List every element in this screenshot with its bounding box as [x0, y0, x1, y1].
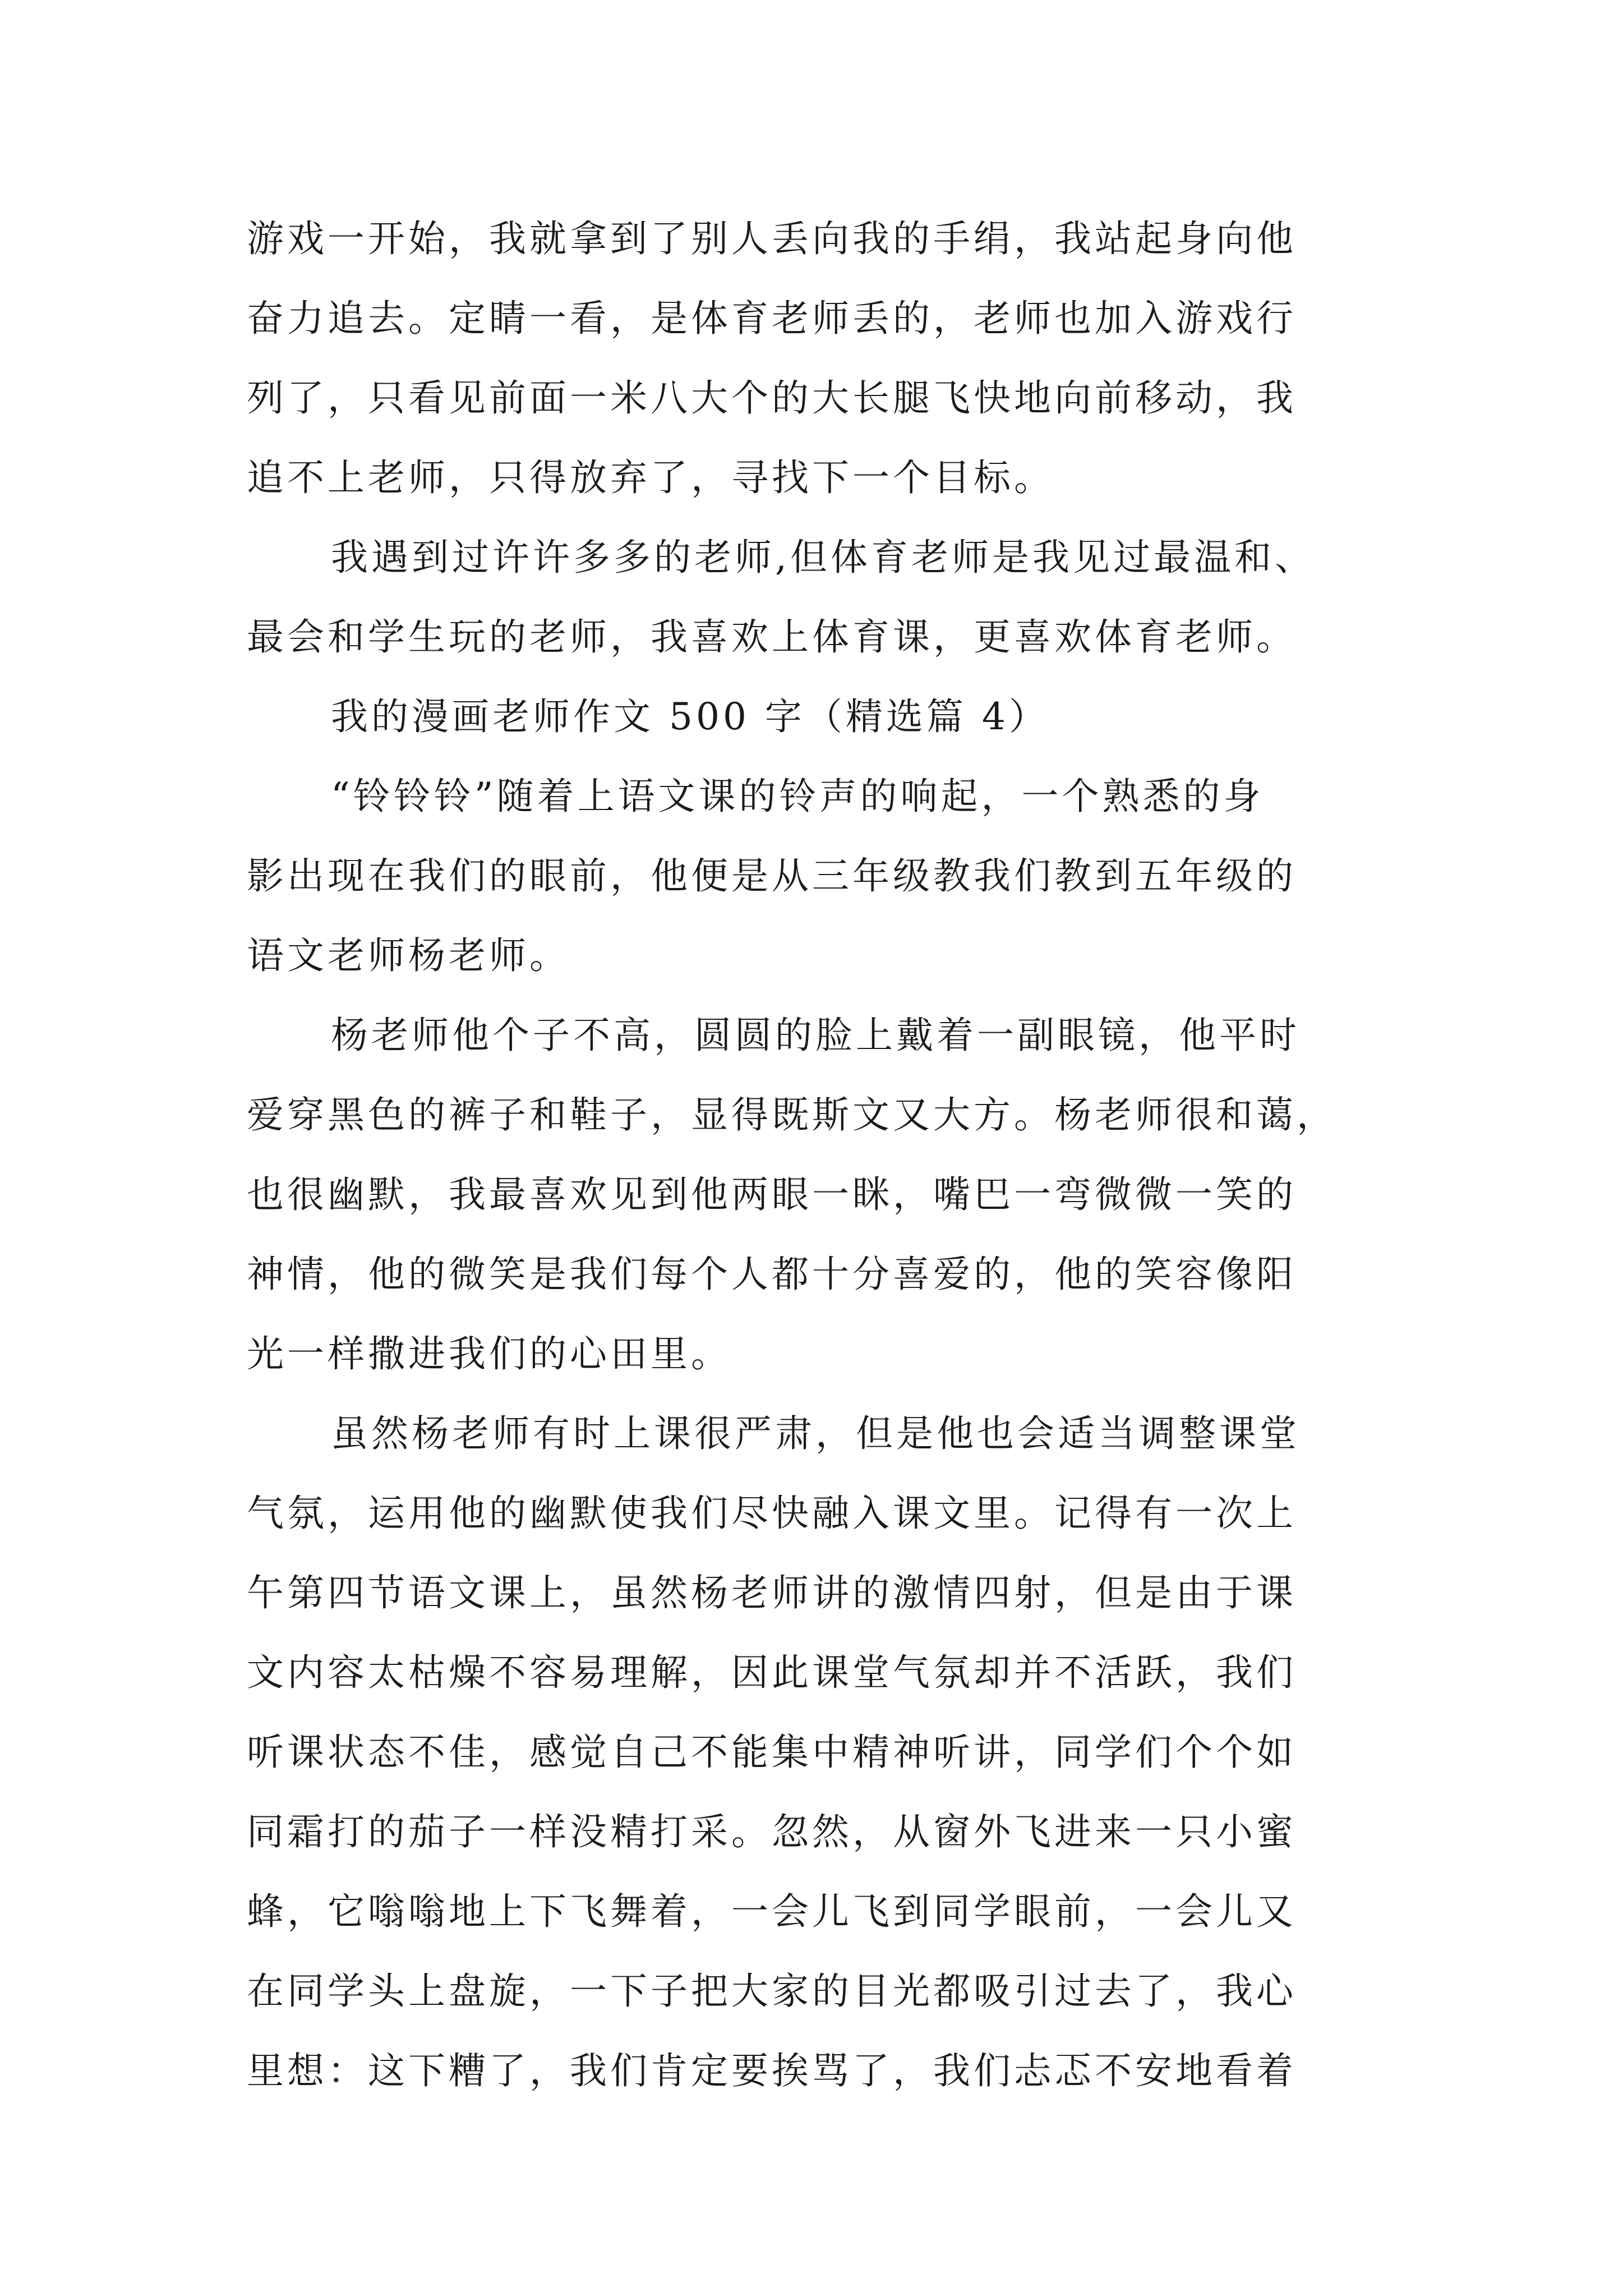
text-line: 里想：这下糟了，我们肯定要挨骂了，我们忐忑不安地看着 — [247, 2049, 1297, 2092]
document-body — [247, 199, 1385, 2111]
text-line: 听课状态不佳，感觉自己不能集中精神听讲，同学们个个如 — [247, 1731, 1297, 1774]
text-line: 光一样撒进我们的心田里。 — [247, 1332, 731, 1375]
text-line: 追不上老师，只得放弃了，寻找下一个目标。 — [247, 456, 1054, 499]
text-line: 爱穿黑色的裤子和鞋子，显得既斯文又大方。杨老师很和蔼， — [247, 1093, 1337, 1137]
text-line: 午第四节语文课上，虽然杨老师讲的激情四射，但是由于课 — [247, 1571, 1297, 1614]
paragraph-first-line: “铃铃铃”随着上语文课的铃声的响起，一个熟悉的身 — [331, 775, 1264, 818]
text-line: 蜂，它嗡嗡地上下飞舞着，一会儿飞到同学眼前，一会儿又 — [247, 1890, 1297, 1933]
text-line: 同霜打的茄子一样没精打采。忽然，从窗外飞进来一只小蜜 — [247, 1810, 1297, 1853]
paragraph-first-line: 杨老师他个子不高，圆圆的脸上戴着一副眼镜，他平时 — [331, 1014, 1300, 1057]
paragraph-first-line: 我遇到过许许多多的老师,但体育老师是我见过最温和、 — [331, 536, 1315, 579]
text-line: 在同学头上盘旋，一下子把大家的目光都吸引过去了，我心 — [247, 1970, 1297, 2013]
text-line: 气氛，运用他的幽默使我们尽快融入课文里。记得有一次上 — [247, 1492, 1297, 1535]
text-line: 文内容太枯燥不容易理解，因此课堂气氛却并不活跃，我们 — [247, 1651, 1297, 1694]
text-line: 也很幽默，我最喜欢见到他两眼一眯，嘴巴一弯微微一笑的 — [247, 1173, 1297, 1216]
text-line: 列了，只看见前面一米八大个的大长腿飞快地向前移动，我 — [247, 376, 1297, 420]
text-line: 语文老师杨老师。 — [247, 934, 570, 977]
text-line: 神情，他的微笑是我们每个人都十分喜爱的，他的笑容像阳 — [247, 1253, 1297, 1296]
text-line: 游戏一开始，我就拿到了别人丢向我的手绢，我站起身向他 — [247, 217, 1297, 260]
text-line: 影出现在我们的眼前，他便是从三年级教我们教到五年级的 — [247, 854, 1297, 898]
text-line: 奋力追去。定睛一看，是体育老师丢的，老师也加入游戏行 — [247, 297, 1297, 340]
section-heading: 我的漫画老师作文 500 字（精选篇 4） — [331, 695, 1049, 738]
text-line: 最会和学生玩的老师，我喜欢上体育课，更喜欢体育老师。 — [247, 615, 1297, 659]
paragraph-first-line: 虽然杨老师有时上课很严肃，但是他也会适当调整课堂 — [331, 1412, 1300, 1455]
